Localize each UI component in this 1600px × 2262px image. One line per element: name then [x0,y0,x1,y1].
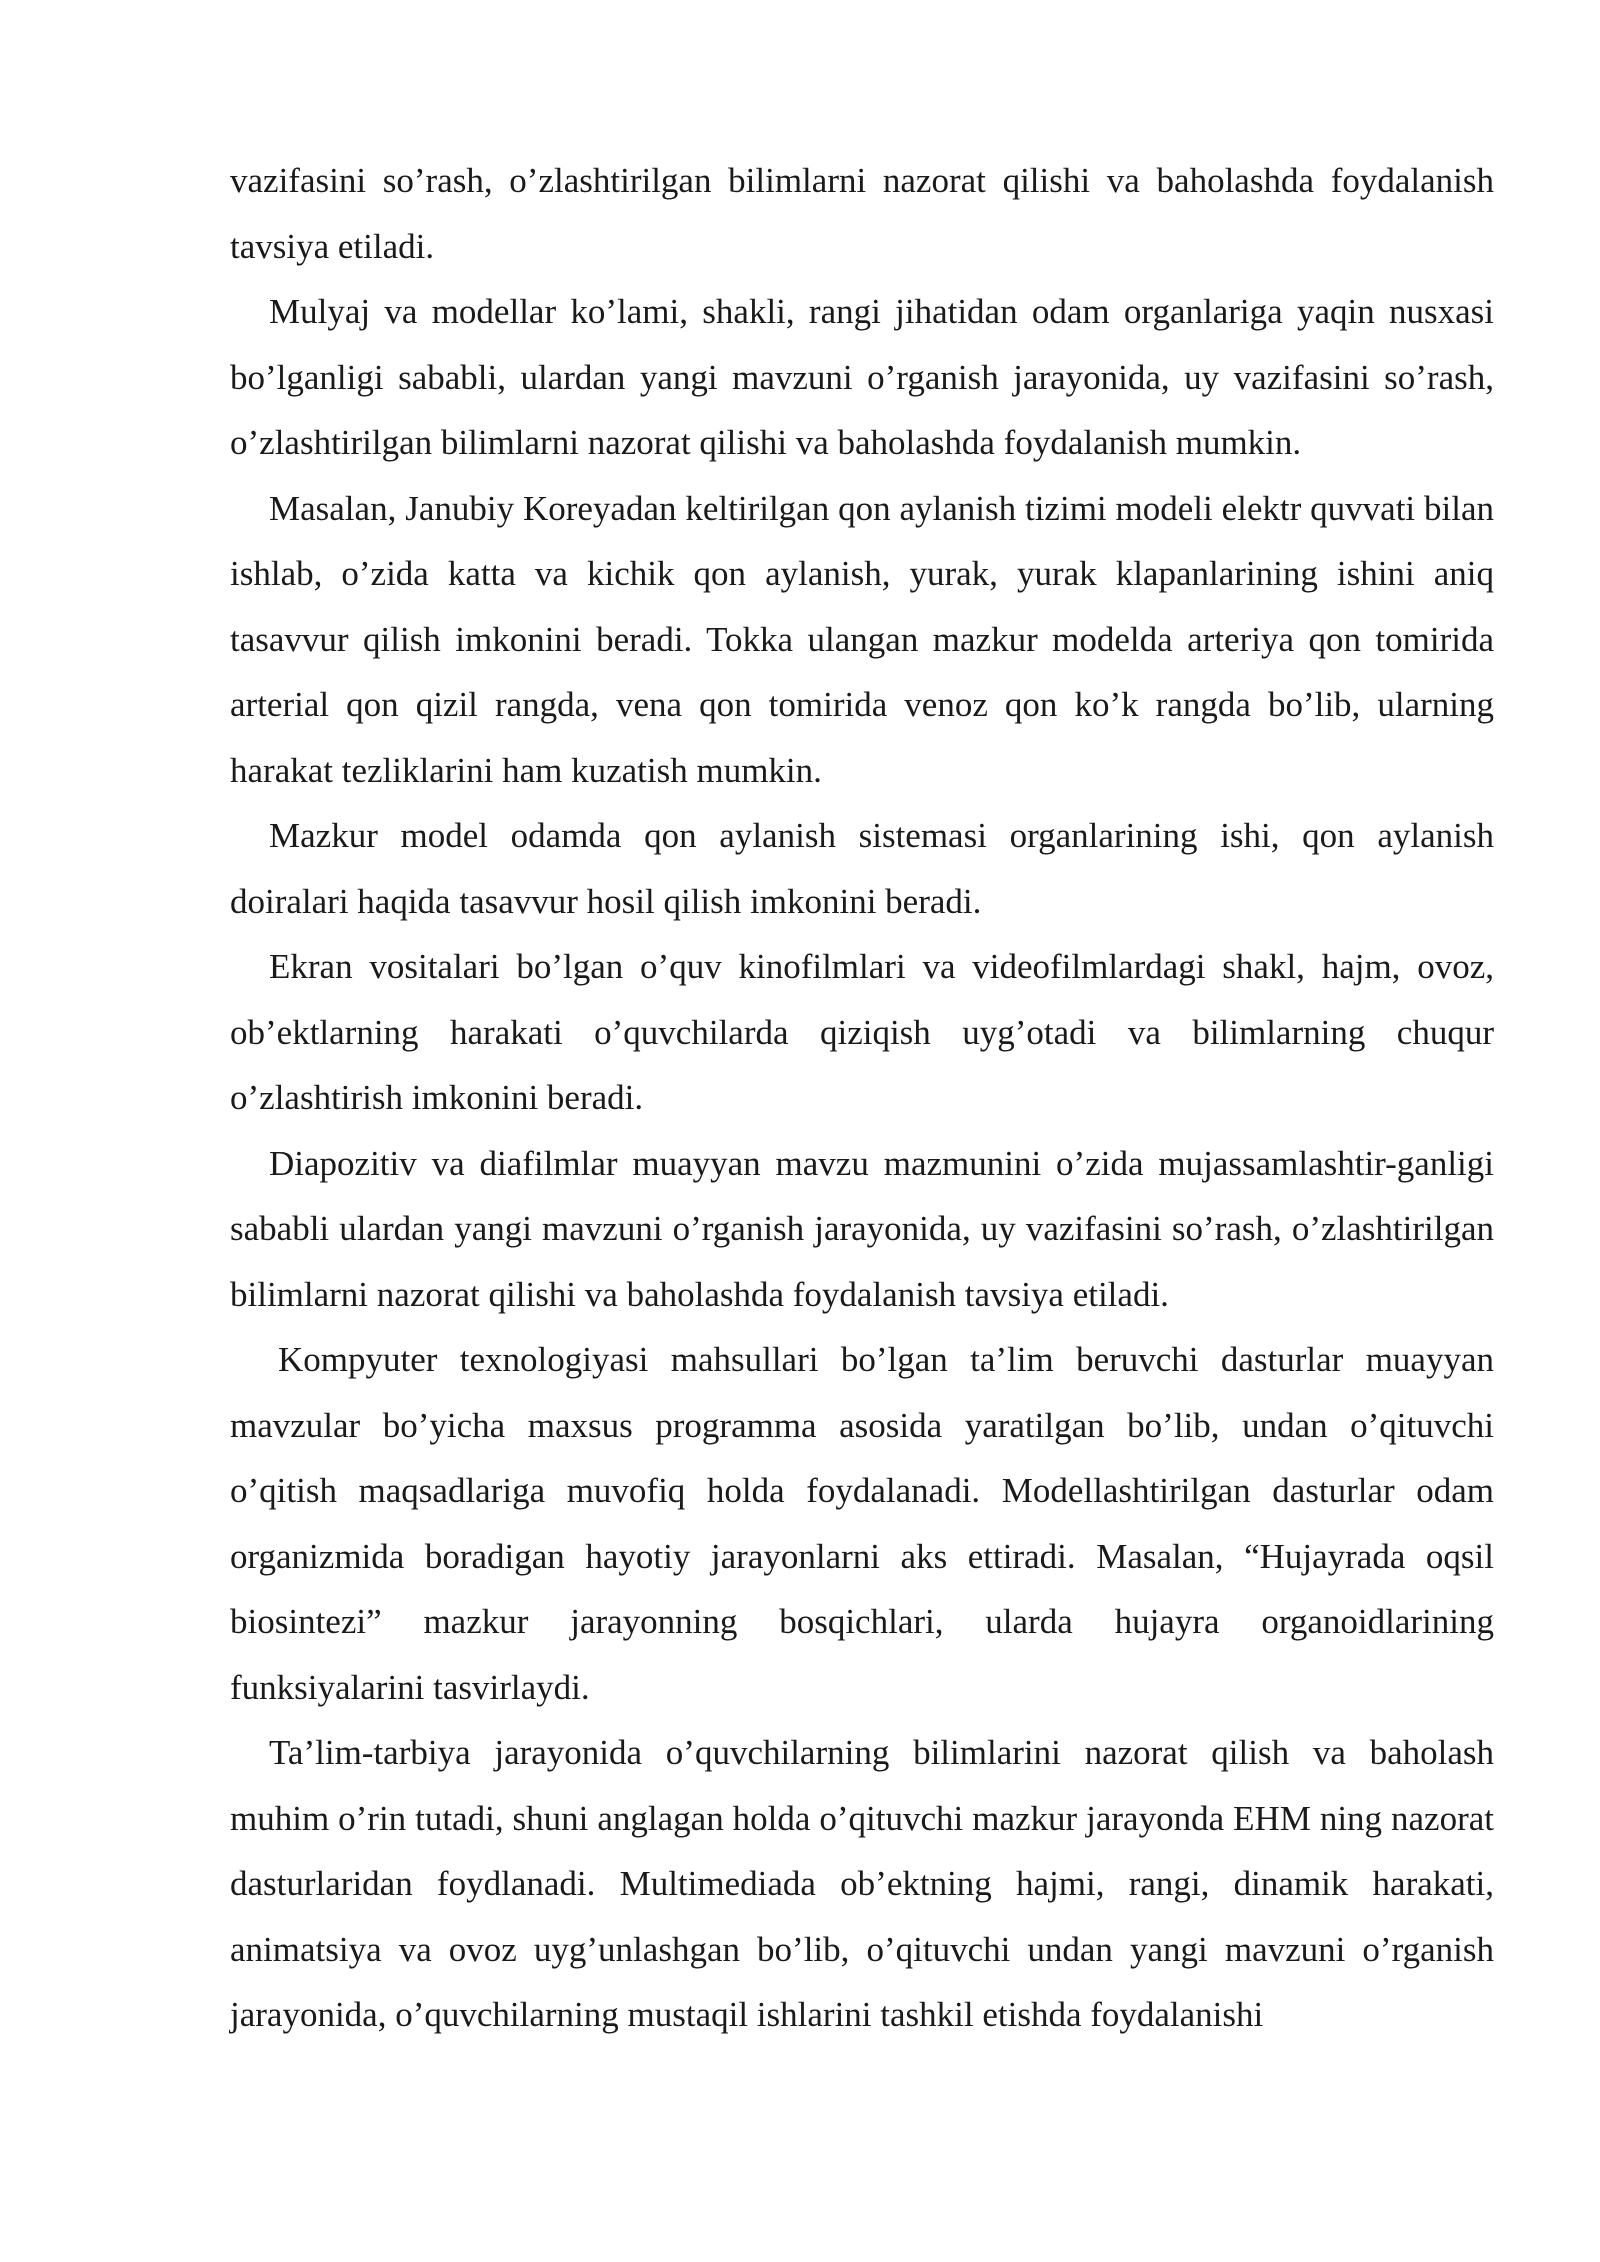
document-page [230,148,1494,2048]
paragraph-ekran-vositalari: Ekran vositalari bo’lgan o’quv kinofilmlari va videofilmlardagi shakl, hajm, ovoz, ob’ektlarning harakati o’quvchilarda qiziqish uyg’otadi va bilimlarning chuqur o’zlashtirish imkonini beradi. [230,947,1494,1117]
paragraph-kompyuter: Kompyuter texnologiyasi mahsullari bo’lgan ta’lim beruvchi dasturlar muayyan mavzular bo’yicha maxsus programma asosida yaratilgan bo’lib, undan o’qituvchi o’qitish maqsadlariga muvofiq holda foydalanadi. Modellashtirilgan dasturlar odam organizmida boradigan hayotiy jarayonlarni aks ettiradi. Masalan, “Hujayrada oqsil biosintezi” mazkur jarayonning bosqichlari, ularda hujayra organoidlarining funksiyalarini tasvirlaydi. [230,1340,1494,1707]
paragraph-continuation: vazifasini so’rash, o’zlashtirilgan bilimlarni nazorat qilishi va baholashda foydalanish tavsiya etiladi. [230,161,1494,266]
paragraph-mulyaj: Mulyaj va modellar ko’lami, shakli, rangi jihatidan odam organlariga yaqin nusxasi bo’lganligi sababli, ulardan yangi mavzuni o’rganish jarayonida, uy vazifasini so’rash, o’zlashtirilgan bilimlarni nazorat qilishi va baholashda foydalanish mumkin. [230,292,1494,462]
paragraph-masalan: Masalan, Janubiy Koreyadan keltirilgan qon aylanish tizimi modeli elektr quvvati bilan ishlab, o’zida katta va kichik qon aylanish, yurak, yurak klapanlarining ishini aniq tasavvur qilish imkonini beradi. Tokka ulangan mazkur modelda arteriya qon tomirida arterial qon qizil rangda, vena qon tomirida venoz qon ko’k rangda bo’lib, ularning harakat tezliklarini ham kuzatish mumkin. [230,488,1494,790]
paragraph-talim-tarbiya: Ta’lim-tarbiya jarayonida o’quvchilarning bilimlarini nazorat qilish va baholash muhim o’rin tutadi, shuni anglagan holda o’qituvchi mazkur jarayonda EHM ning nazorat dasturlaridan foydlanadi. Multimediada ob’ektning hajmi, rangi, dinamik harakati, animatsiya va ovoz uyg’unlashgan bo’lib, o’qituvchi undan yangi mavzuni o’rganish jarayonida, o’quvchilarning mustaqil ishlarini tashkil etishda foydalanishi [230,1733,1494,2034]
paragraph-mazkur-model: Mazkur model odamda qon aylanish sistemasi organlarining ishi, qon aylanish doiralari haqida tasavvur hosil qilish imkonini beradi. [230,816,1494,921]
paragraph-diapozitiv: Diapozitiv va diafilmlar muayyan mavzu mazmunini o’zida mujassamlashtir-ganligi sababli ulardan yangi mavzuni o’rganish jarayonida, uy vazifasini so’rash, o’zlashtirilgan bilimlarni nazorat qilishi va baholashda foydalanish tavsiya etiladi. [230,1143,1494,1314]
